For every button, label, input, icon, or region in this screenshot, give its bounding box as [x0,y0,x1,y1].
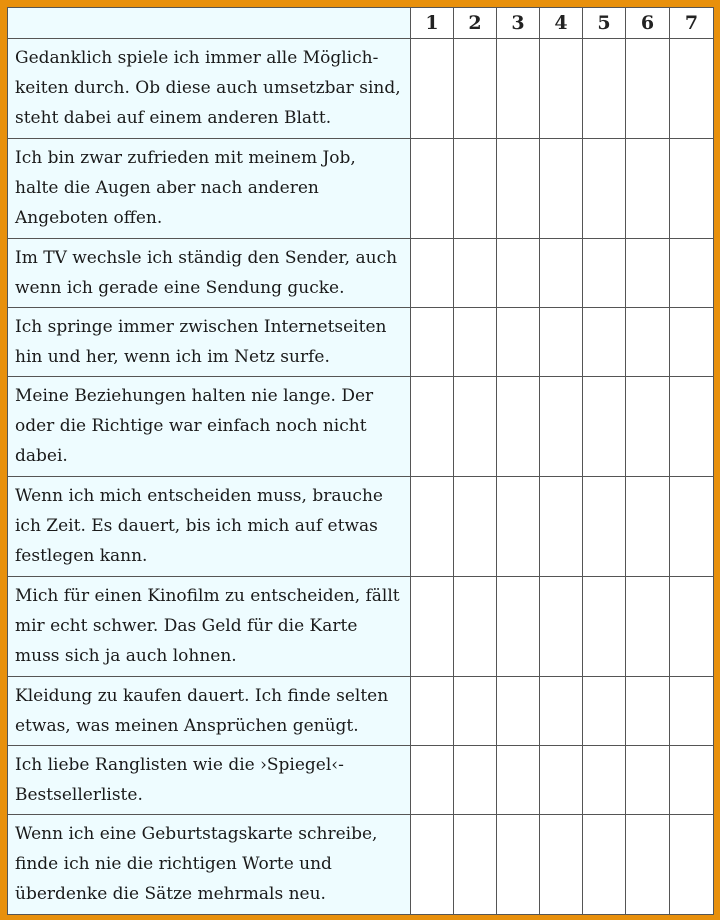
rating-cell[interactable] [454,239,497,308]
rating-cell[interactable] [454,139,497,239]
rating-cell[interactable] [670,746,714,815]
statement-text: Mich für einen Kinofilm zu entscheiden, fällt mir echt schwer. Das Geld für die Karte muss sich ja auch lohnen. [8,577,411,677]
rating-cell[interactable] [540,139,583,239]
rating-cell[interactable] [626,308,670,377]
statement-row [8,39,714,139]
rating-cell[interactable] [411,308,454,377]
scale-header-5: 5 [583,8,626,39]
statement-text: Ich springe immer zwischen Internetseiten hin und her, wenn ich im Netz surfe. [8,308,411,377]
rating-cell[interactable] [497,677,540,746]
rating-cell[interactable] [497,746,540,815]
statement-text: Ich bin zwar zufrieden mit meinem Job, halte die Augen aber nach anderen Angeboten offen. [8,139,411,239]
rating-cell[interactable] [540,677,583,746]
rating-cell[interactable] [411,677,454,746]
statement-row [8,577,714,677]
statement-text: Ich liebe Ranglisten wie die ›Spiegel‹-Bestsellerliste. [8,746,411,815]
rating-cell[interactable] [454,746,497,815]
rating-cell[interactable] [540,477,583,577]
rating-cell[interactable] [411,746,454,815]
rating-cell[interactable] [497,477,540,577]
rating-cell[interactable] [626,377,670,477]
rating-cell[interactable] [454,477,497,577]
rating-cell[interactable] [540,377,583,477]
rating-cell[interactable] [670,815,714,915]
rating-cell[interactable] [670,39,714,139]
rating-cell[interactable] [670,677,714,746]
statement-text: Gedanklich spiele ich immer alle Möglich-keiten durch. Ob diese auch umsetzbar sind, steht dabei auf einem anderen Blatt. [8,39,411,139]
rating-cell[interactable] [454,377,497,477]
rating-cell[interactable] [497,577,540,677]
rating-cell[interactable] [497,239,540,308]
rating-cell[interactable] [454,677,497,746]
rating-cell[interactable] [540,815,583,915]
scale-header-6: 6 [626,8,670,39]
rating-cell[interactable] [626,577,670,677]
rating-cell[interactable] [540,746,583,815]
rating-cell[interactable] [583,815,626,915]
rating-cell[interactable] [583,308,626,377]
rating-cell[interactable] [583,477,626,577]
statement-row [8,815,714,915]
header-corner-cell [8,8,411,39]
statement-text: Kleidung zu kaufen dauert. Ich finde selten etwas, was meinen Ansprüchen genügt. [8,677,411,746]
rating-cell[interactable] [670,477,714,577]
rating-cell[interactable] [497,139,540,239]
rating-cell[interactable] [583,239,626,308]
statement-text: Wenn ich eine Geburtstagskarte schreibe, finde ich nie die richtigen Worte und überdenke die Sätze mehrmals neu. [8,815,411,915]
rating-cell[interactable] [411,577,454,677]
questionnaire-table [7,7,714,915]
rating-cell[interactable] [454,39,497,139]
header-row [8,8,714,39]
scale-header-3: 3 [497,8,540,39]
scale-header-1: 1 [411,8,454,39]
rating-cell[interactable] [411,815,454,915]
rating-cell[interactable] [411,239,454,308]
rating-cell[interactable] [497,815,540,915]
rating-cell[interactable] [626,746,670,815]
rating-cell[interactable] [626,815,670,915]
rating-cell[interactable] [454,577,497,677]
rating-cell[interactable] [583,377,626,477]
rating-cell[interactable] [670,308,714,377]
rating-cell[interactable] [670,577,714,677]
rating-cell[interactable] [626,477,670,577]
rating-cell[interactable] [670,139,714,239]
rating-cell[interactable] [540,308,583,377]
scale-header-4: 4 [540,8,583,39]
rating-cell[interactable] [411,39,454,139]
rating-cell[interactable] [497,308,540,377]
rating-cell[interactable] [497,39,540,139]
statement-row [8,746,714,815]
rating-cell[interactable] [454,308,497,377]
statement-row [8,308,714,377]
rating-cell[interactable] [583,577,626,677]
rating-cell[interactable] [411,477,454,577]
statement-row [8,239,714,308]
rating-cell[interactable] [583,139,626,239]
rating-cell[interactable] [626,677,670,746]
rating-cell[interactable] [583,677,626,746]
rating-cell[interactable] [583,746,626,815]
statement-text: Meine Beziehungen halten nie lange. Der oder die Richtige war einfach noch nicht dabei. [8,377,411,477]
statement-row [8,677,714,746]
statement-row [8,477,714,577]
statement-row [8,377,714,477]
rating-cell[interactable] [626,39,670,139]
rating-cell[interactable] [626,139,670,239]
rating-cell[interactable] [454,815,497,915]
rating-cell[interactable] [497,377,540,477]
rating-cell[interactable] [540,239,583,308]
rating-cell[interactable] [540,577,583,677]
rating-cell[interactable] [411,377,454,477]
rating-cell[interactable] [411,139,454,239]
rating-cell[interactable] [670,377,714,477]
scale-header-7: 7 [670,8,714,39]
rating-cell[interactable] [540,39,583,139]
scale-header-2: 2 [454,8,497,39]
statement-text: Wenn ich mich entscheiden muss, brauche ich Zeit. Es dauert, bis ich mich auf etwas festlegen kann. [8,477,411,577]
statement-row [8,139,714,239]
rating-cell[interactable] [670,239,714,308]
statement-text: Im TV wechsle ich ständig den Sender, auch wenn ich gerade eine Sendung gucke. [8,239,411,308]
rating-cell[interactable] [626,239,670,308]
rating-cell[interactable] [583,39,626,139]
